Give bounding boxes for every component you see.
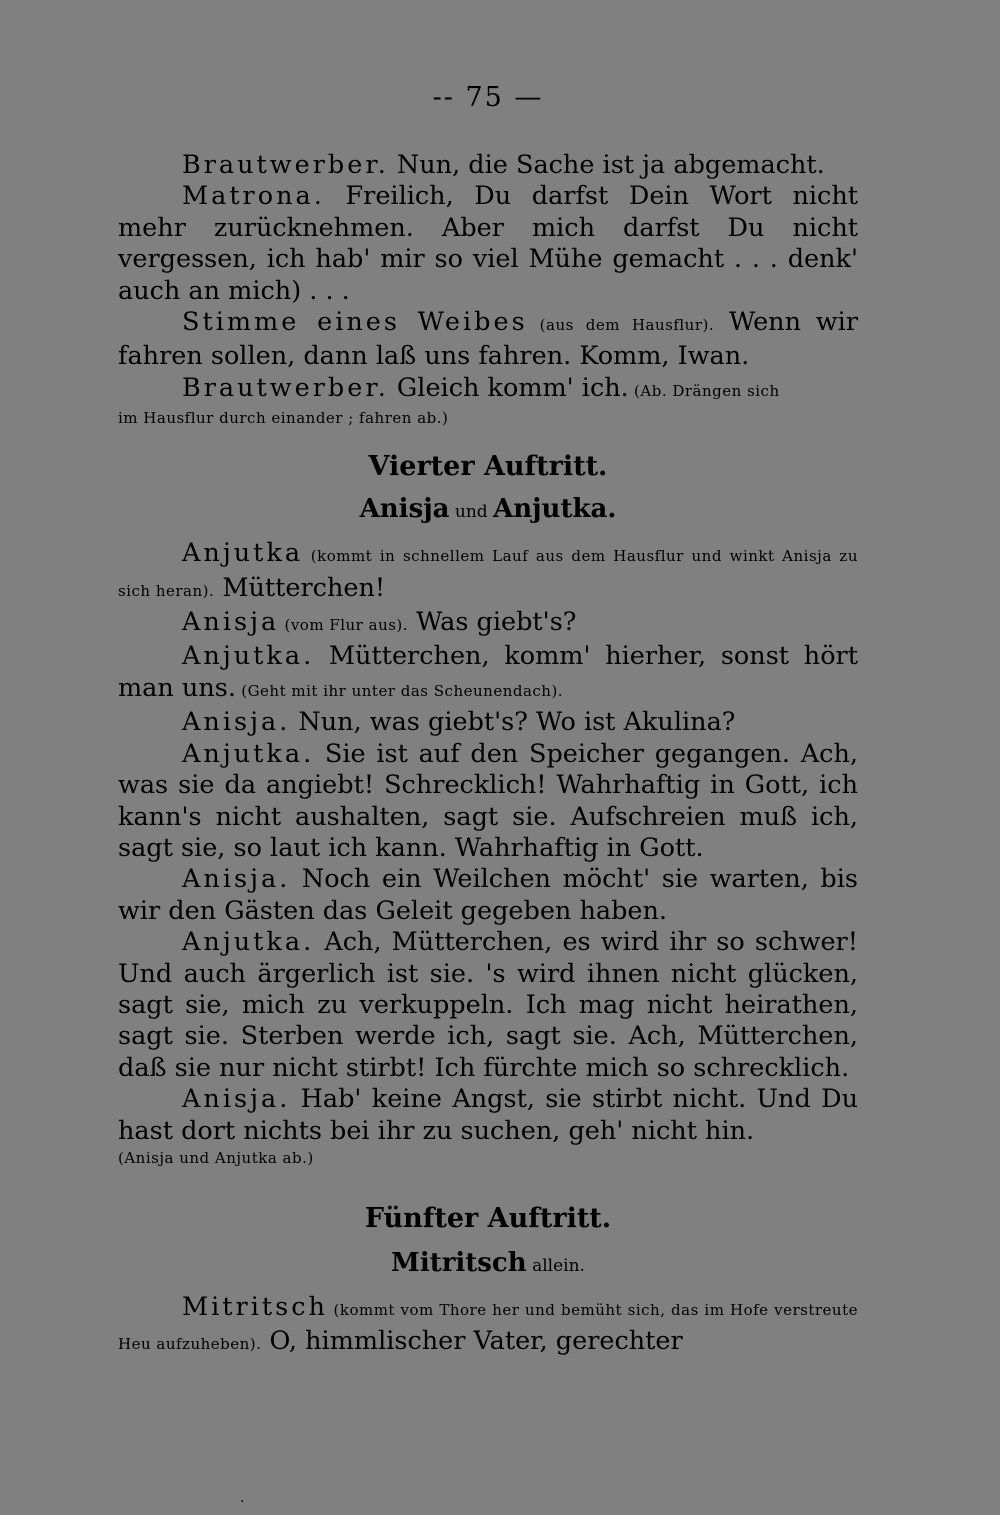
stage-direction-exit: (Anisja und Anjutka ab.): [118, 1148, 314, 1167]
stage-direction: (Geht mit ihr unter das Scheunendach).: [235, 681, 564, 700]
cast-name-anisja: Anisja: [359, 494, 450, 525]
speaker-name: Matrona.: [182, 181, 325, 212]
speaker-name: Brautwerber.: [182, 372, 389, 403]
dialogue-text: Gleich komm' ich.: [388, 372, 629, 403]
speaker-name: Anisja.: [182, 1084, 291, 1115]
speaker-name: Anisja: [182, 607, 280, 638]
dialogue-text: Nun, was giebt's? Wo ist Akulina?: [290, 707, 736, 738]
dialogue-text: Noch ein Weilchen möcht' sie warten, bis wir den Gästen das Geleit gegeben haben.: [118, 864, 858, 926]
cast-name-anjutka: Anjutka.: [493, 494, 617, 525]
dialogue-text: O, himmlischer Vater, gerechter: [261, 1326, 683, 1357]
dialogue-text: Ach, Mütterchen, es wird ihr so schwer! Und auch ärgerlich ist sie. 's wird ihnen nicht glücken, sagt sie, mich zu verkuppeln. Ich mag nicht heirathen, sagt sie. Sterben werde ich, sagt sie. Ach, Mütterchen, daß sie nur nicht stirbt! Ich fürchte mich so schrecklich.: [118, 927, 858, 1083]
dialogue-paragraph: [118, 373, 858, 407]
dialogue-block-2: [118, 538, 858, 1147]
stage-direction: (kommt vom Thore her und bemüht sich, das im Hofe verstreute Heu aufzuheben).: [118, 1300, 858, 1354]
speaker-name: Anisja.: [182, 707, 291, 738]
dialogue-paragraph: [118, 641, 858, 707]
dialogue-text: Nun, die Sache ist ja abgemacht.: [388, 150, 825, 180]
dialogue-block-1: [118, 150, 858, 407]
book-page: [118, 82, 858, 1361]
dialogue-text: Wenn wir fahren sollen, dann laß uns fahren. Komm, Iwan.: [118, 307, 859, 372]
scene-cast-5: [118, 1248, 858, 1278]
dialogue-paragraph: [118, 150, 858, 181]
stage-direction: (kommt in schnellem Lauf aus dem Hausflur und winkt Anisja zu sich heran).: [118, 547, 858, 600]
dialogue-text: Was giebt's?: [408, 607, 577, 638]
stage-direction-line: im Hausflur durch einander ; fahren ab.): [118, 409, 449, 428]
speaker-name: Brautwerber.: [182, 150, 389, 180]
speaker-name: Anisja.: [182, 864, 291, 895]
dialogue-paragraph: [118, 307, 858, 373]
dialogue-text: Sie ist auf den Speicher gegangen. Ach, was sie da angiebt! Schrecklich! Wahrhaftig in Gott, ich kann's nicht aushalten, sagt sie. Aufschreien muß ich, sagt sie, so laut ich kann. Wahrhaftig in Gott.: [118, 738, 858, 863]
stage-direction: (vom Flur aus).: [279, 616, 409, 635]
page-number: -- 75 —: [432, 82, 544, 113]
dialogue-text: Mütterchen!: [214, 572, 386, 603]
dialogue-paragraph: [118, 181, 858, 307]
stage-direction: (aus dem Hausflur).: [527, 316, 715, 335]
speaker-name: Anjutka: [182, 538, 304, 569]
dialogue-text: Mütterchen, komm' hierher, sonst hört man uns.: [118, 641, 858, 703]
scene-cast-4: [118, 494, 858, 524]
cast-connector: und: [449, 502, 494, 523]
cast-note: allein.: [526, 1255, 585, 1276]
speaker-name: Mitritsch: [182, 1291, 328, 1322]
dialogue-paragraph: [118, 707, 858, 738]
dialogue-block-3: [118, 1292, 858, 1361]
print-mark: .: [240, 1490, 245, 1506]
dialogue-paragraph: [118, 538, 858, 607]
scene-heading-5: Fünfter Auftritt.: [364, 1202, 612, 1234]
dialogue-paragraph: [118, 1084, 858, 1147]
dialogue-paragraph: [118, 864, 858, 927]
speaker-name: Anjutka.: [182, 927, 315, 958]
stage-direction: (Ab. Drängen sich: [628, 381, 780, 400]
speaker-name: Stimme eines Weibes: [182, 307, 528, 338]
speaker-name: Anjutka.: [182, 738, 315, 769]
dialogue-paragraph: [118, 739, 858, 865]
dialogue-paragraph: [118, 927, 858, 1084]
scene-heading-4: Vierter Auftritt.: [368, 451, 608, 483]
dialogue-text: Freilich, Du darfst Dein Wort nicht mehr zurücknehmen. Aber mich darfst Du nicht vergessen, ich hab' mir so viel Mühe gemacht . . . denk' auch an mich) . . .: [118, 181, 858, 306]
dialogue-paragraph: [118, 607, 858, 641]
dialogue-text: Hab' keine Angst, sie stirbt nicht. Und Du hast dort nichts bei ihr zu suchen, geh' nicht hin.: [118, 1084, 858, 1146]
speaker-name: Anjutka.: [182, 641, 315, 672]
dialogue-paragraph: [118, 1292, 858, 1361]
cast-name-mitritsch: Mitritsch: [391, 1247, 527, 1278]
